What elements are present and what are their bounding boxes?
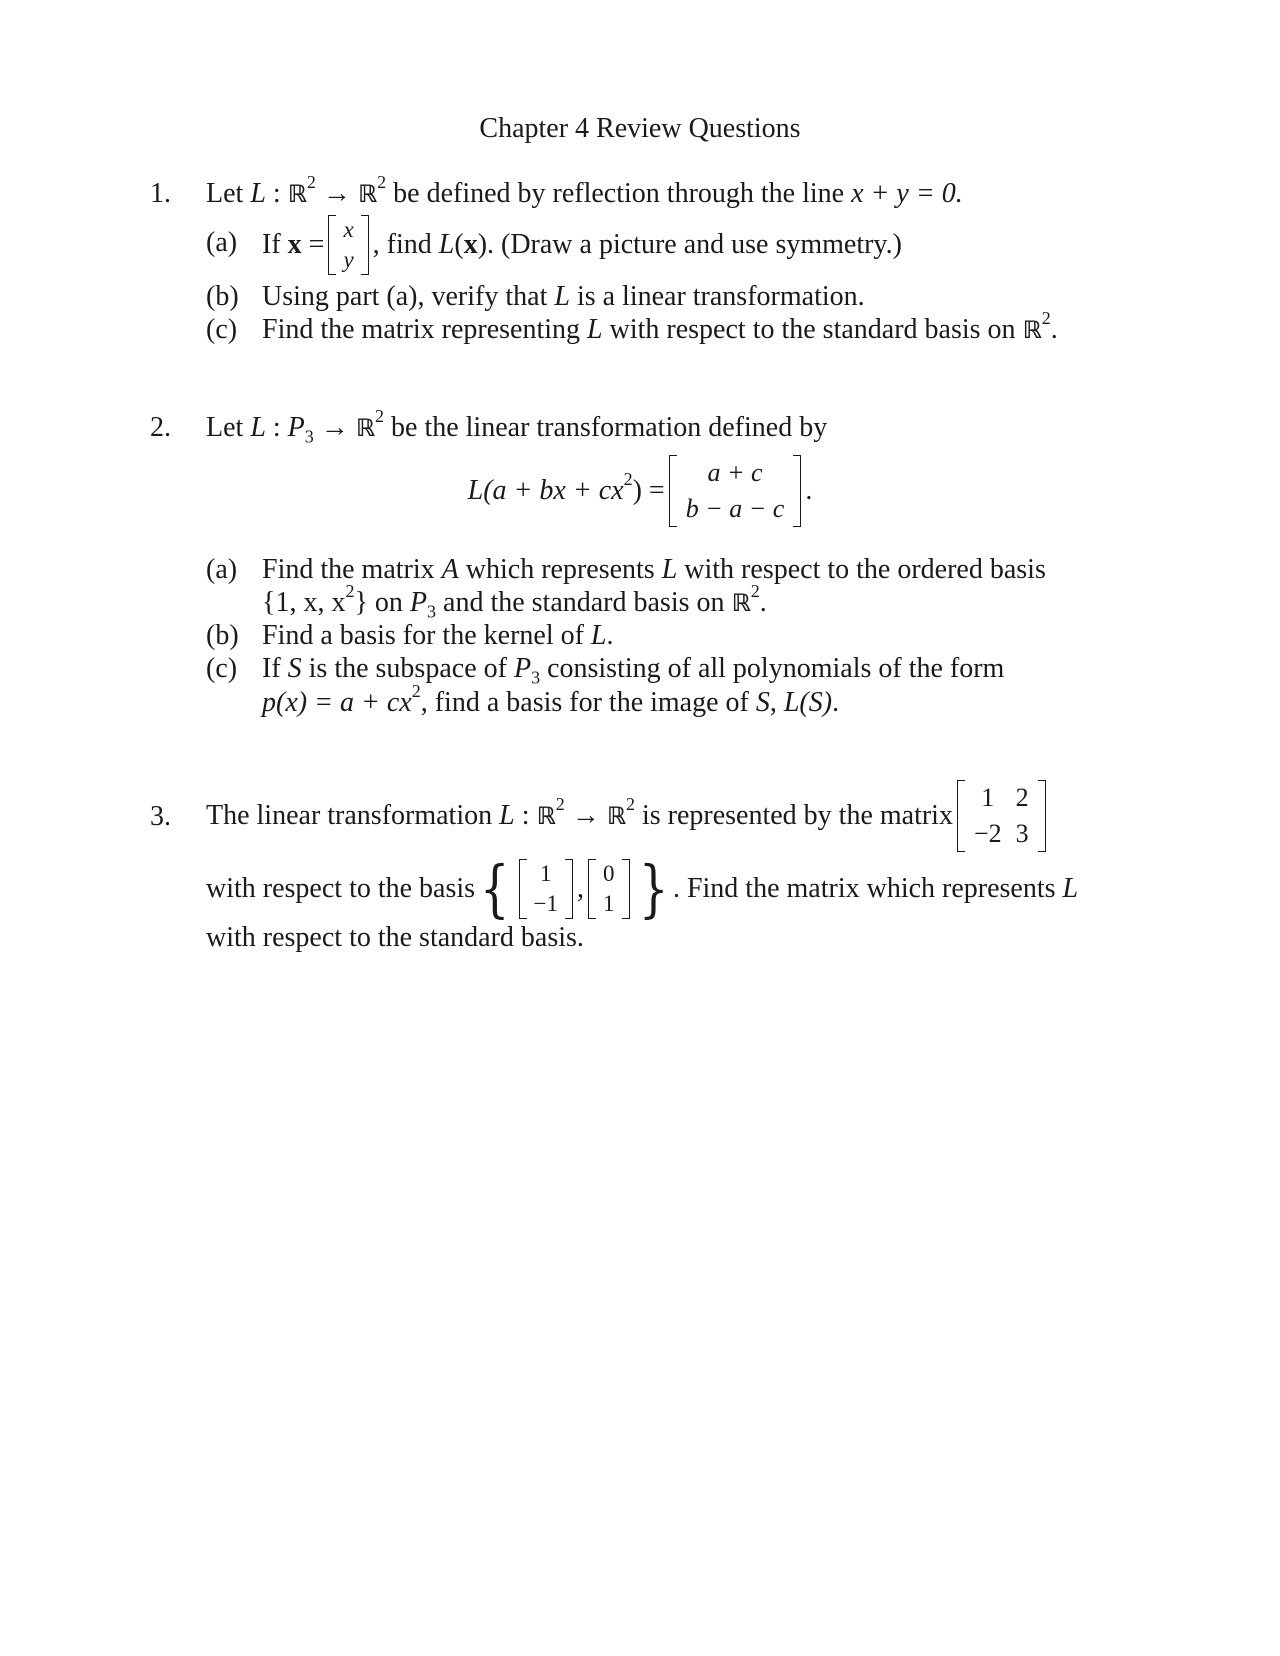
question-1-part-b: (b) Using part (a), verify that L is a linear transformation.: [206, 281, 865, 312]
page-title: Chapter 4 Review Questions: [479, 113, 801, 144]
question-2-statement: Let L : $P_3$ → ℝ$^2$ be the linear transformation defined by: [206, 405, 828, 447]
question-2-part-a: (a) Find the matrix A which represents L with respect to the ordered basis: [206, 554, 1046, 585]
basis-vector-1: 1 −1: [519, 859, 573, 919]
basis-vector-2: 0 1: [588, 859, 630, 919]
question-2-number: 2.: [150, 412, 171, 443]
question-3-line-3: with respect to the standard basis.: [206, 922, 584, 953]
vector-xy: x y: [328, 215, 368, 275]
document-page: Chapter 4 Review Questions 1. Let L : ℝ$^2$ → ℝ$^2$ be defined by reflection through the line x + y = 0. (a) If x = x y , find L(x). (Draw a picture and use symmetry.) (b) Using part (a), verify that L is a linear transformation. (c) Find the matrix representing L with respect to the standard basis on ℝ$^2$. 2. Let L : $P_3$ → ℝ$^2$ be the linear transformation defined by L(a + bx + $cx^2$) = a + c b − a − c . (a) Find the matrix A which represents L with respect to the ordered basis {1, x, $x^2$} on $P_3$ and the standard basis on ℝ$^2$. (b) Find a basis for the kernel of L. (c) If S is the subspace of $P_3$ consisting of all polynomials of the form $p(x) = a + cx^2$, find a basis for the image of S, L(S). 3. The linear transformation L : ℝ$^2$ → ℝ$^2$ is represented by the matrix 1 2 −2 3 with respect to the basis{ 1 −1 , 0 1 } . Find the matrix which represents L with respect to the standard basis.: [0, 0, 1280, 1656]
question-2-definition: L(a + bx + $cx^2$) = a + c b − a − c .: [0, 455, 1280, 527]
question-1-number: 1.: [150, 178, 171, 209]
question-1-part-a: (a) If x = x y , find L(x). (Draw a picture and use symmetry.): [206, 215, 902, 275]
question-3-line-1: The linear transformation L : ℝ$^2$ → ℝ$^2$ is represented by the matrix 1 2 −2 3: [206, 780, 1050, 852]
question-2-part-b: (b) Find a basis for the kernel of L.: [206, 620, 614, 651]
question-3-line-2: with respect to the basis{ 1 −1 , 0 1 } . Find the matrix which represents L: [206, 852, 1079, 925]
image-vector: a + c b − a − c: [669, 455, 802, 527]
question-2-part-c: (c) If S is the subspace of $P_3$ consisting of all polynomials of the form: [206, 653, 1005, 688]
question-1-statement: Let L : ℝ$^2$ → ℝ$^2$ be defined by reflection through the line x + y = 0.: [206, 171, 963, 209]
question-3-number: 3.: [150, 801, 171, 832]
question-1-part-c: (c) Find the matrix representing L with respect to the standard basis on ℝ$^2$.: [206, 307, 1058, 345]
matrix-representation: 1 2 −2 3: [957, 780, 1046, 852]
